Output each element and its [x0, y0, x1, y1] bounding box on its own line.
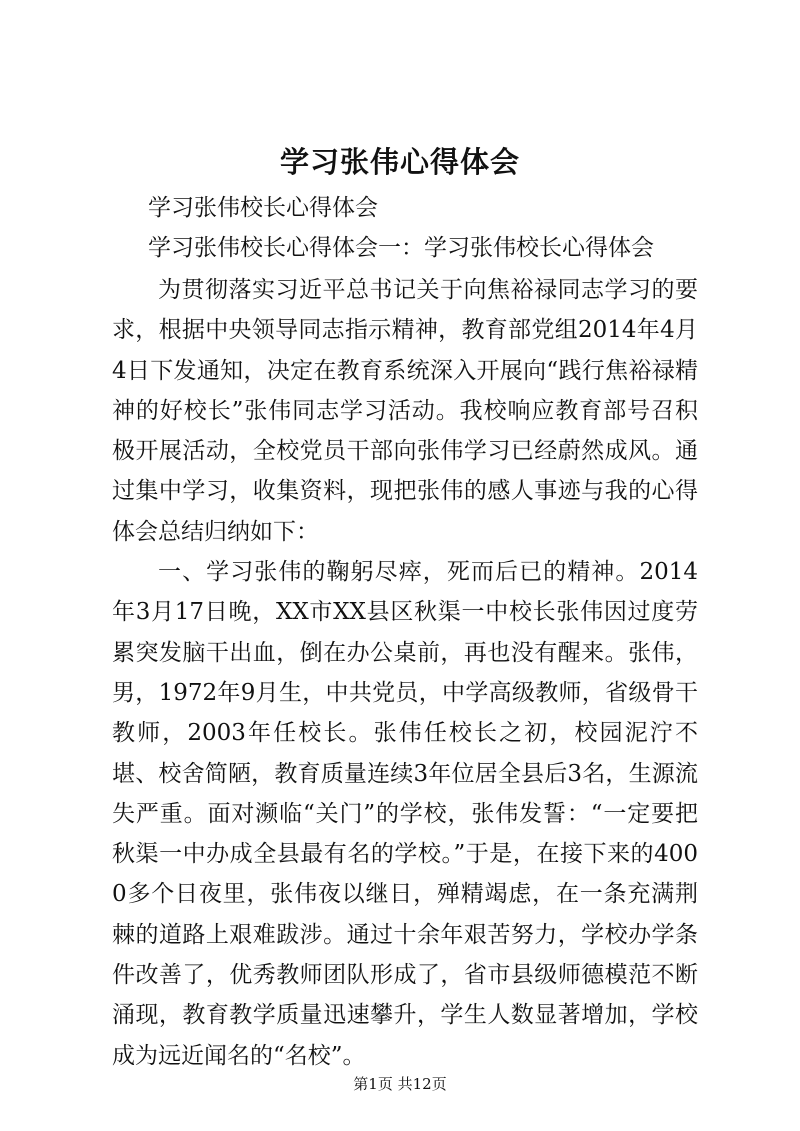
paragraph-section-1: 一、学习张伟的鞠躬尽瘁，死而后已的精神。2014年3月17日晚，XX市XX县区秋渠一中校长张伟因过度劳累突发脑干出血，倒在办公桌前，再也没有醒来。张伟，男，1972年9月生，中共党员，中学高级教师，省级骨干教师，2003年任校长。张伟任校长之初，校园泥泞不堪、校舍简陋，教育质量连续3年位居全县后3名，生源流失严重。面对濒临“关门”的学校，张伟发誓：“一定要把秋渠一中办成全县最有名的学校。”于是，在接下来的4000多个日夜里，张伟夜以继日，殚精竭虑，在一条充满荆棘的道路上艰难跋涉。通过十余年艰苦努力，学校办学条件改善了，优秀教师团队形成了，省市县级师德模范不断涌现，教育教学质量迅速攀升，学生人数显著增加，学校成为远近闻名的“名校”。	[112, 559, 698, 1069]
document-title: 学习张伟心得体会	[279, 145, 520, 179]
subtitle-line-2: 学习张伟校长心得体会一：学习张伟校长心得体会	[148, 235, 654, 261]
subtitle-line-1: 学习张伟校长心得体会	[148, 195, 378, 221]
page-footer: 第1页 共12页	[353, 1075, 447, 1093]
body-text	[112, 270, 698, 1076]
paragraph-intro: 为贯彻落实习近平总书记关于向焦裕禄同志学习的要求，根据中央领导同志指示精神，教育部党组2014年4月4日下发通知，决定在教育系统深入开展向“践行焦裕禄精神的好校长”张伟同志学习活动。我校响应教育部号召积极开展活动，全校党员干部向张伟学习已经蔚然成风。通过集中学习，收集资料，现把张伟的感人事迹与我的心得体会总结归纳如下：	[112, 277, 698, 545]
